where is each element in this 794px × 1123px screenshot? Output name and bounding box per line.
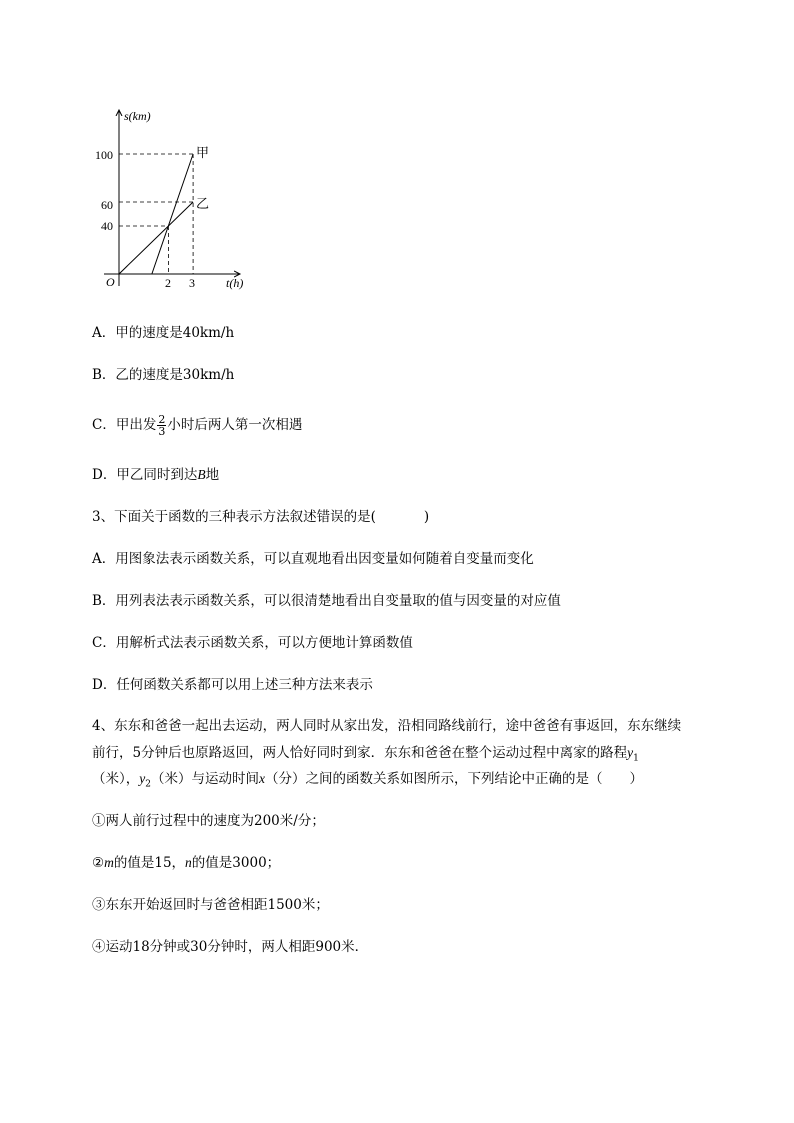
q4-statement-2 bbox=[92, 853, 280, 873]
series-label-yi: 乙 bbox=[196, 197, 210, 212]
q3-option-c: C．用解析式法表示函数关系，可以方便地计算函数值 bbox=[92, 635, 413, 651]
var-m: m bbox=[104, 855, 114, 870]
q4-s2-c: 的值是3000； bbox=[191, 855, 281, 871]
distance-time-graph bbox=[92, 104, 262, 294]
guide-lines bbox=[119, 154, 193, 274]
q4-statement-1: ①两人前行过程中的速度为200米/分； bbox=[92, 813, 325, 829]
origin-label: O bbox=[106, 275, 115, 289]
q4-s2-b: 的值是15， bbox=[113, 855, 186, 871]
q2-option-a: A．甲的速度是40km/h bbox=[92, 325, 235, 341]
q4-stem-line3 bbox=[92, 769, 643, 795]
var-y1-subscript: 1 bbox=[633, 753, 639, 764]
q4-stem-line1: 4、东东和爸爸一起出去运动，两人同时从家出发，沿相同路线前行，途中爸爸有事返回，东东继续 bbox=[92, 718, 682, 734]
q3-stem-pre: 3、下面关于函数的三种表示方法叙述错误的是( bbox=[92, 509, 376, 525]
q3-stem bbox=[92, 507, 429, 527]
fraction-denominator: 3 bbox=[158, 425, 166, 438]
q2-option-c-post: 小时后两人第一次相遇 bbox=[167, 417, 303, 433]
var-n: n bbox=[185, 855, 192, 870]
q2-option-d-post: 地 bbox=[205, 467, 220, 483]
q2-option-c bbox=[92, 414, 302, 437]
y-tick-60: 60 bbox=[101, 198, 113, 212]
q2-option-c-pre: C．甲出发 bbox=[92, 417, 157, 433]
q2-option-d-pre: D．甲乙同时到达 bbox=[92, 467, 198, 483]
y-axis-label: s(km) bbox=[124, 109, 151, 123]
var-y2-subscript: 2 bbox=[145, 779, 151, 790]
series-line-jia bbox=[152, 154, 193, 274]
q4-line3-b: （米）与运动时间 bbox=[150, 771, 259, 787]
q3-stem-post: ) bbox=[423, 509, 430, 525]
q4-line2-text: 前行，5分钟后也原路返回，两人恰好同时到家．东东和爸爸在整个运动过程中离家的路程 bbox=[92, 745, 628, 761]
series-lines bbox=[119, 154, 193, 274]
fraction-numerator: 2 bbox=[158, 413, 166, 426]
x-tick-2: 2 bbox=[165, 276, 171, 290]
q4-line3-c: （分）之间的函数关系如图所示，下列结论中正确的是（ ） bbox=[264, 771, 643, 787]
q3-option-b: B．用列表法表示函数关系，可以很清楚地看出自变量取的值与因变量的对应值 bbox=[92, 593, 561, 609]
q2-option-b: B．乙的速度是30km/h bbox=[92, 367, 235, 383]
var-y1: y bbox=[627, 745, 634, 760]
x-tick-3: 3 bbox=[189, 276, 195, 290]
var-x: x bbox=[258, 771, 265, 786]
series-label-jia: 甲 bbox=[196, 146, 210, 161]
q4-stem-line2 bbox=[92, 743, 639, 769]
x-axis-label: t(h) bbox=[226, 276, 244, 290]
var-y2: y bbox=[139, 771, 146, 786]
q2-option-d bbox=[92, 465, 219, 485]
q4-s2-a: ② bbox=[92, 855, 105, 871]
q3-option-d: D．任何函数关系都可以用上述三种方法来表示 bbox=[92, 677, 373, 693]
q3-option-a: A．用图象法表示函数关系，可以直观地看出因变量如何随着自变量而变化 bbox=[92, 551, 534, 567]
q4-line3-a: （米）， bbox=[92, 771, 140, 787]
q4-statement-4: ④运动18分钟或30分钟时，两人相距900米． bbox=[92, 939, 369, 955]
q4-statement-3: ③东东开始返回时与爸爸相距1500米； bbox=[92, 897, 329, 913]
fraction-two-thirds bbox=[157, 414, 166, 437]
graph-svg bbox=[92, 104, 262, 294]
y-tick-100: 100 bbox=[95, 148, 113, 162]
y-tick-40: 40 bbox=[101, 219, 113, 233]
var-b: B bbox=[197, 467, 206, 482]
